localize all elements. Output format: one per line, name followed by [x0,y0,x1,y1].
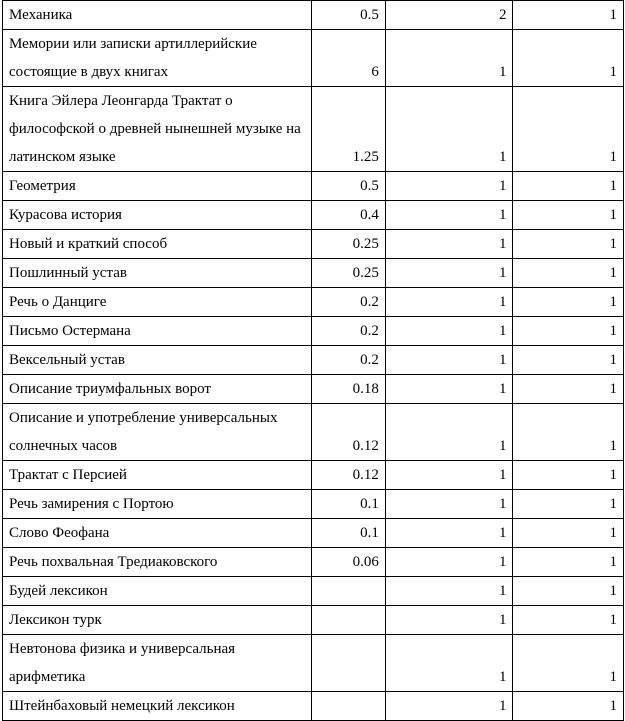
book-title-text: Описание и употребление универсальных солнечных часов [9,410,278,454]
value-c-cell [513,519,624,548]
value-a-cell [312,577,385,606]
value-c-text: 1 [609,149,617,165]
book-title-cell [3,172,312,201]
table-row [3,577,624,606]
book-title-cell [3,230,312,259]
value-a-text: 0.12 [352,438,379,454]
book-title-text: Новый и краткий способ [9,236,168,252]
value-c-text: 1 [609,178,617,194]
value-a-text: 0.2 [360,352,379,368]
book-title-text: Слово Феофана [9,525,110,541]
value-b-cell [385,1,513,30]
value-c-text: 1 [609,554,617,570]
value-a-text: 0.1 [360,496,379,512]
value-a-cell [312,692,385,721]
value-c-cell [513,635,624,692]
value-b-text: 1 [498,612,507,628]
value-b-text: 1 [498,294,507,310]
value-a-cell [312,201,385,230]
value-a-text: 0.5 [360,178,379,194]
value-c-cell [513,87,624,172]
value-c-text: 1 [609,236,617,252]
value-c-cell [513,346,624,375]
value-c-cell [513,375,624,404]
value-b-cell [385,461,513,490]
book-title-cell [3,259,312,288]
value-b-cell [385,548,513,577]
value-a-cell [312,1,385,30]
book-title-text: Штейнбаховый немецкий лексикон [9,698,235,714]
value-c-cell [513,288,624,317]
value-c-text: 1 [609,207,617,223]
book-title-cell [3,404,312,461]
value-c-text: 1 [609,583,617,599]
value-c-cell [513,30,624,87]
value-b-text: 1 [498,438,507,454]
book-title-cell [3,87,312,172]
table-row [3,375,624,404]
value-b-cell [385,259,513,288]
value-b-text: 1 [498,178,507,194]
book-title-text: Письмо Остермана [9,323,131,339]
book-title-text: Механика [9,7,73,23]
book-title-cell [3,317,312,346]
table-row [3,288,624,317]
value-a-text: 0.2 [360,294,379,310]
value-a-text: 0.18 [352,381,379,397]
value-c-text: 1 [609,7,617,23]
value-c-cell [513,548,624,577]
value-b-text: 1 [498,207,507,223]
value-b-text: 1 [498,554,507,570]
value-c-cell [513,230,624,259]
value-c-text: 1 [609,467,617,483]
value-c-text: 1 [609,669,617,685]
value-b-cell [385,635,513,692]
value-c-cell [513,606,624,635]
value-c-cell [513,172,624,201]
value-c-text: 1 [609,294,617,310]
value-a-text: 0.2 [360,323,379,339]
table-row [3,461,624,490]
table-row [3,635,624,692]
table-row [3,201,624,230]
value-b-text: 1 [498,467,507,483]
value-b-cell [385,519,513,548]
value-a-cell [312,259,385,288]
book-title-text: Вексельный устав [9,352,125,368]
value-a-text: 0.06 [352,554,379,570]
value-b-text: 1 [498,323,507,339]
table-row [3,490,624,519]
book-title-text: Книга Эйлера Леонгарда Трактат о философской о древней нынешней музыке на латинском языке [9,93,301,165]
book-title-text: Будей лексикон [9,583,108,599]
book-title-cell [3,577,312,606]
value-c-text: 1 [609,64,617,80]
value-a-cell [312,346,385,375]
book-title-cell [3,30,312,87]
table-row [3,230,624,259]
book-title-text: Описание триумфальных ворот [9,381,211,397]
book-title-cell [3,692,312,721]
table-row [3,1,624,30]
value-c-cell [513,259,624,288]
value-b-cell [385,172,513,201]
value-a-text: 0.1 [360,525,379,541]
value-b-text: 1 [498,496,507,512]
value-a-cell [312,87,385,172]
book-title-text: Мемории или записки артиллерийские состоящие в двух книгах [9,36,257,80]
value-c-text: 1 [609,612,617,628]
value-a-cell [312,490,385,519]
value-a-cell [312,288,385,317]
value-a-cell [312,375,385,404]
value-c-text: 1 [609,265,617,281]
book-title-cell [3,519,312,548]
book-title-text: Речь похвальная Тредиаковского [9,554,218,570]
value-a-cell [312,635,385,692]
book-title-text: Лексикон турк [9,612,102,628]
value-b-cell [385,346,513,375]
value-b-text: 1 [498,381,507,397]
table-body [3,1,624,721]
value-b-text: 1 [498,352,507,368]
book-title-text: Трактат с Персией [9,467,127,483]
value-a-text: 6 [371,64,379,80]
book-title-cell [3,548,312,577]
table-row [3,87,624,172]
value-c-cell [513,317,624,346]
value-a-cell [312,548,385,577]
value-c-text: 1 [609,525,617,541]
value-a-text: 0.12 [352,467,379,483]
table-row [3,404,624,461]
value-b-text: 1 [498,265,507,281]
book-title-text: Курасова история [9,207,122,223]
book-title-text: Невтонова физика и универсальная арифметика [9,641,236,685]
value-c-cell [513,490,624,519]
table-row [3,30,624,87]
value-b-cell [385,87,513,172]
value-b-cell [385,692,513,721]
value-b-text: 1 [498,64,507,80]
table-row [3,519,624,548]
value-b-cell [385,230,513,259]
value-a-text: 0.5 [360,7,379,23]
value-c-text: 1 [609,323,617,339]
book-title-text: Речь о Данциге [9,294,107,310]
book-title-cell [3,490,312,519]
value-b-cell [385,317,513,346]
value-a-text: 0.25 [352,236,379,252]
book-title-cell [3,606,312,635]
value-c-cell [513,461,624,490]
value-b-cell [385,288,513,317]
value-c-text: 1 [609,438,617,454]
value-b-text: 1 [498,525,507,541]
value-a-text: 0.25 [352,265,379,281]
value-c-text: 1 [609,496,617,512]
value-a-cell [312,172,385,201]
book-title-cell [3,635,312,692]
table-row [3,692,624,721]
value-b-cell [385,490,513,519]
value-b-cell [385,201,513,230]
value-a-cell [312,606,385,635]
value-a-cell [312,30,385,87]
value-b-text: 1 [498,583,507,599]
book-title-cell [3,1,312,30]
book-title-cell [3,346,312,375]
table-row [3,548,624,577]
value-b-text: 1 [498,149,507,165]
value-b-cell [385,375,513,404]
book-title-text: Речь замирения с Портою [9,496,174,512]
value-a-cell [312,230,385,259]
table-row [3,606,624,635]
value-b-text: 1 [498,669,507,685]
table-row [3,172,624,201]
book-title-cell [3,288,312,317]
table-row [3,317,624,346]
table-row [3,259,624,288]
value-c-cell [513,1,624,30]
value-b-text: 1 [498,236,507,252]
value-b-cell [385,606,513,635]
book-title-text: Пошлинный устав [9,265,127,281]
value-b-text: 1 [498,698,507,714]
value-b-text: 2 [498,7,507,23]
value-c-text: 1 [609,381,617,397]
value-b-cell [385,30,513,87]
value-c-cell [513,692,624,721]
value-c-text: 1 [609,698,617,714]
value-a-text: 0.4 [360,207,379,223]
value-a-cell [312,519,385,548]
value-c-cell [513,201,624,230]
value-a-text: 1.25 [352,149,379,165]
book-title-cell [3,461,312,490]
book-table [2,0,624,721]
table-row [3,346,624,375]
book-title-cell [3,375,312,404]
value-c-cell [513,404,624,461]
value-a-cell [312,404,385,461]
value-b-cell [385,404,513,461]
value-c-cell [513,577,624,606]
value-a-cell [312,317,385,346]
book-title-text: Геометрия [9,178,76,194]
book-title-cell [3,201,312,230]
value-b-cell [385,577,513,606]
value-c-text: 1 [609,352,617,368]
value-a-cell [312,461,385,490]
